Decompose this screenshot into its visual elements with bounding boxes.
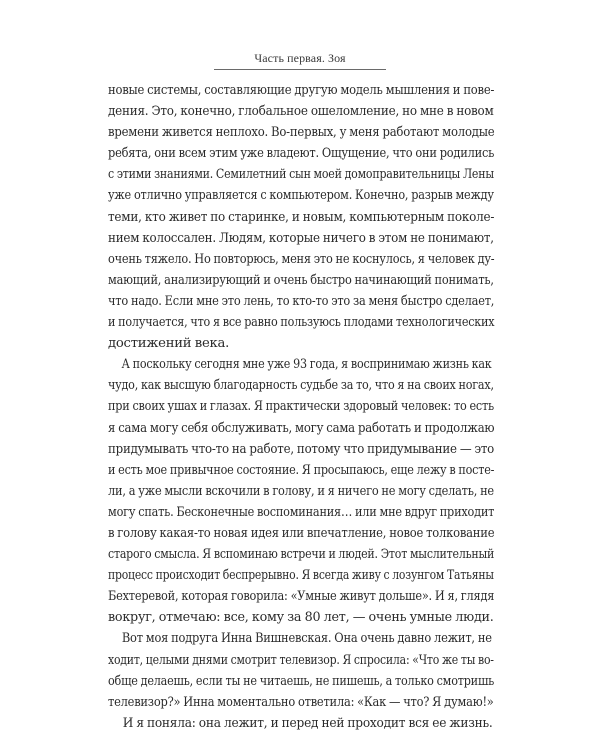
- text-line: в голову какая-то новая идея или впечатление, новое толкование: [108, 525, 495, 541]
- text-line: ребята, они всем этим уже владеют. Ощущение, что они родились: [108, 146, 495, 162]
- text-line: мающий, анализирующий и очень быстро начинающий понимать,: [108, 272, 494, 288]
- text-line: и получается, что я все равно пользуюсь плодами технологических: [108, 315, 495, 331]
- paragraph-2: [108, 354, 494, 628]
- running-head-title: Часть первая. Зоя: [254, 51, 346, 65]
- paragraph-3: [108, 628, 494, 712]
- text-line: уже отлично управляется с компьютером. Конечно, разрыв между: [108, 188, 494, 204]
- text-line: Вот моя подруга Инна Вишневская. Она очень давно лежит, не: [121, 631, 492, 647]
- header-rule: [214, 69, 386, 70]
- text-line: обще делаешь, если ты не читаешь, не пишешь, а только смотришь: [108, 673, 495, 689]
- text-line: достижений века.: [108, 336, 230, 352]
- text-line: дения. Это, конечно, глобальное ошеломление, но мне в новом: [108, 104, 494, 120]
- text-line: я сама могу себя обслуживать, могу сама работать и продолжаю: [108, 420, 495, 436]
- text-line: Бехтеревой, которая говорила: «Умные живут дольше». И я, глядя: [108, 589, 495, 605]
- text-line: вокруг, отмечаю: все, кому за 80 лет, — очень умные люди.: [108, 610, 494, 626]
- text-line: процесс происходит беспрерывно. Я всегда живу с лозунгом Татьяны: [108, 568, 494, 584]
- text-line: придумывать что-то на работе, потому что придумывание — это: [108, 441, 495, 457]
- body-text: [108, 80, 494, 734]
- text-line: и есть мое привычное состояние. Я просыпаюсь, еще лежу в посте-: [108, 462, 495, 478]
- text-line: И я поняла: она лежит, и перед ней проходит вся ее жизнь.: [122, 715, 493, 731]
- text-line: очень тяжело. Но повторюсь, меня это не коснулось, я человек ду-: [108, 251, 495, 267]
- text-line: что надо. Если мне это лень, то кто-то это за меня быстро сделает,: [108, 293, 495, 309]
- text-line: ходит, целыми днями смотрит телевизор. Я спросила: «Что же ты во-: [108, 652, 494, 668]
- text-line: с этими знаниями. Семилетний сын моей домоправительницы Лены: [108, 167, 494, 183]
- text-line: телевизор?» Инна моментально ответила: «Как — что? Я думаю!»: [108, 694, 494, 710]
- text-line: чудо, как высшую благодарность судьбе за то, что я на своих ногах,: [108, 378, 494, 394]
- text-line: могу спать. Бесконечные воспоминания… или мне вдруг приходит: [108, 504, 495, 520]
- paragraph-4: [108, 713, 494, 734]
- text-line: старого смысла. Я вспоминаю встречи и людей. Этот мыслительный: [108, 547, 495, 563]
- text-line: времени живется неплохо. Во-первых, у меня работают молодые: [108, 125, 495, 141]
- text-line: А поскольку сегодня мне уже 93 года, я воспринимаю жизнь как: [121, 357, 492, 373]
- text-line: нием колоссален. Людям, которые ничего в этом не понимают,: [108, 230, 494, 246]
- text-line: при своих ушах и глазах. Я практически здоровый человек: то есть: [108, 399, 494, 415]
- text-line: теми, кто живет по старинке, и новым, компьютерным поколе-: [108, 209, 495, 225]
- text-line: новые системы, составляющие другую модель мышления и пове-: [108, 83, 495, 98]
- paragraph-1: [108, 80, 494, 354]
- text-line: ли, а уже мысли вскочили в голову, и я ничего не могу сделать, не: [108, 483, 494, 499]
